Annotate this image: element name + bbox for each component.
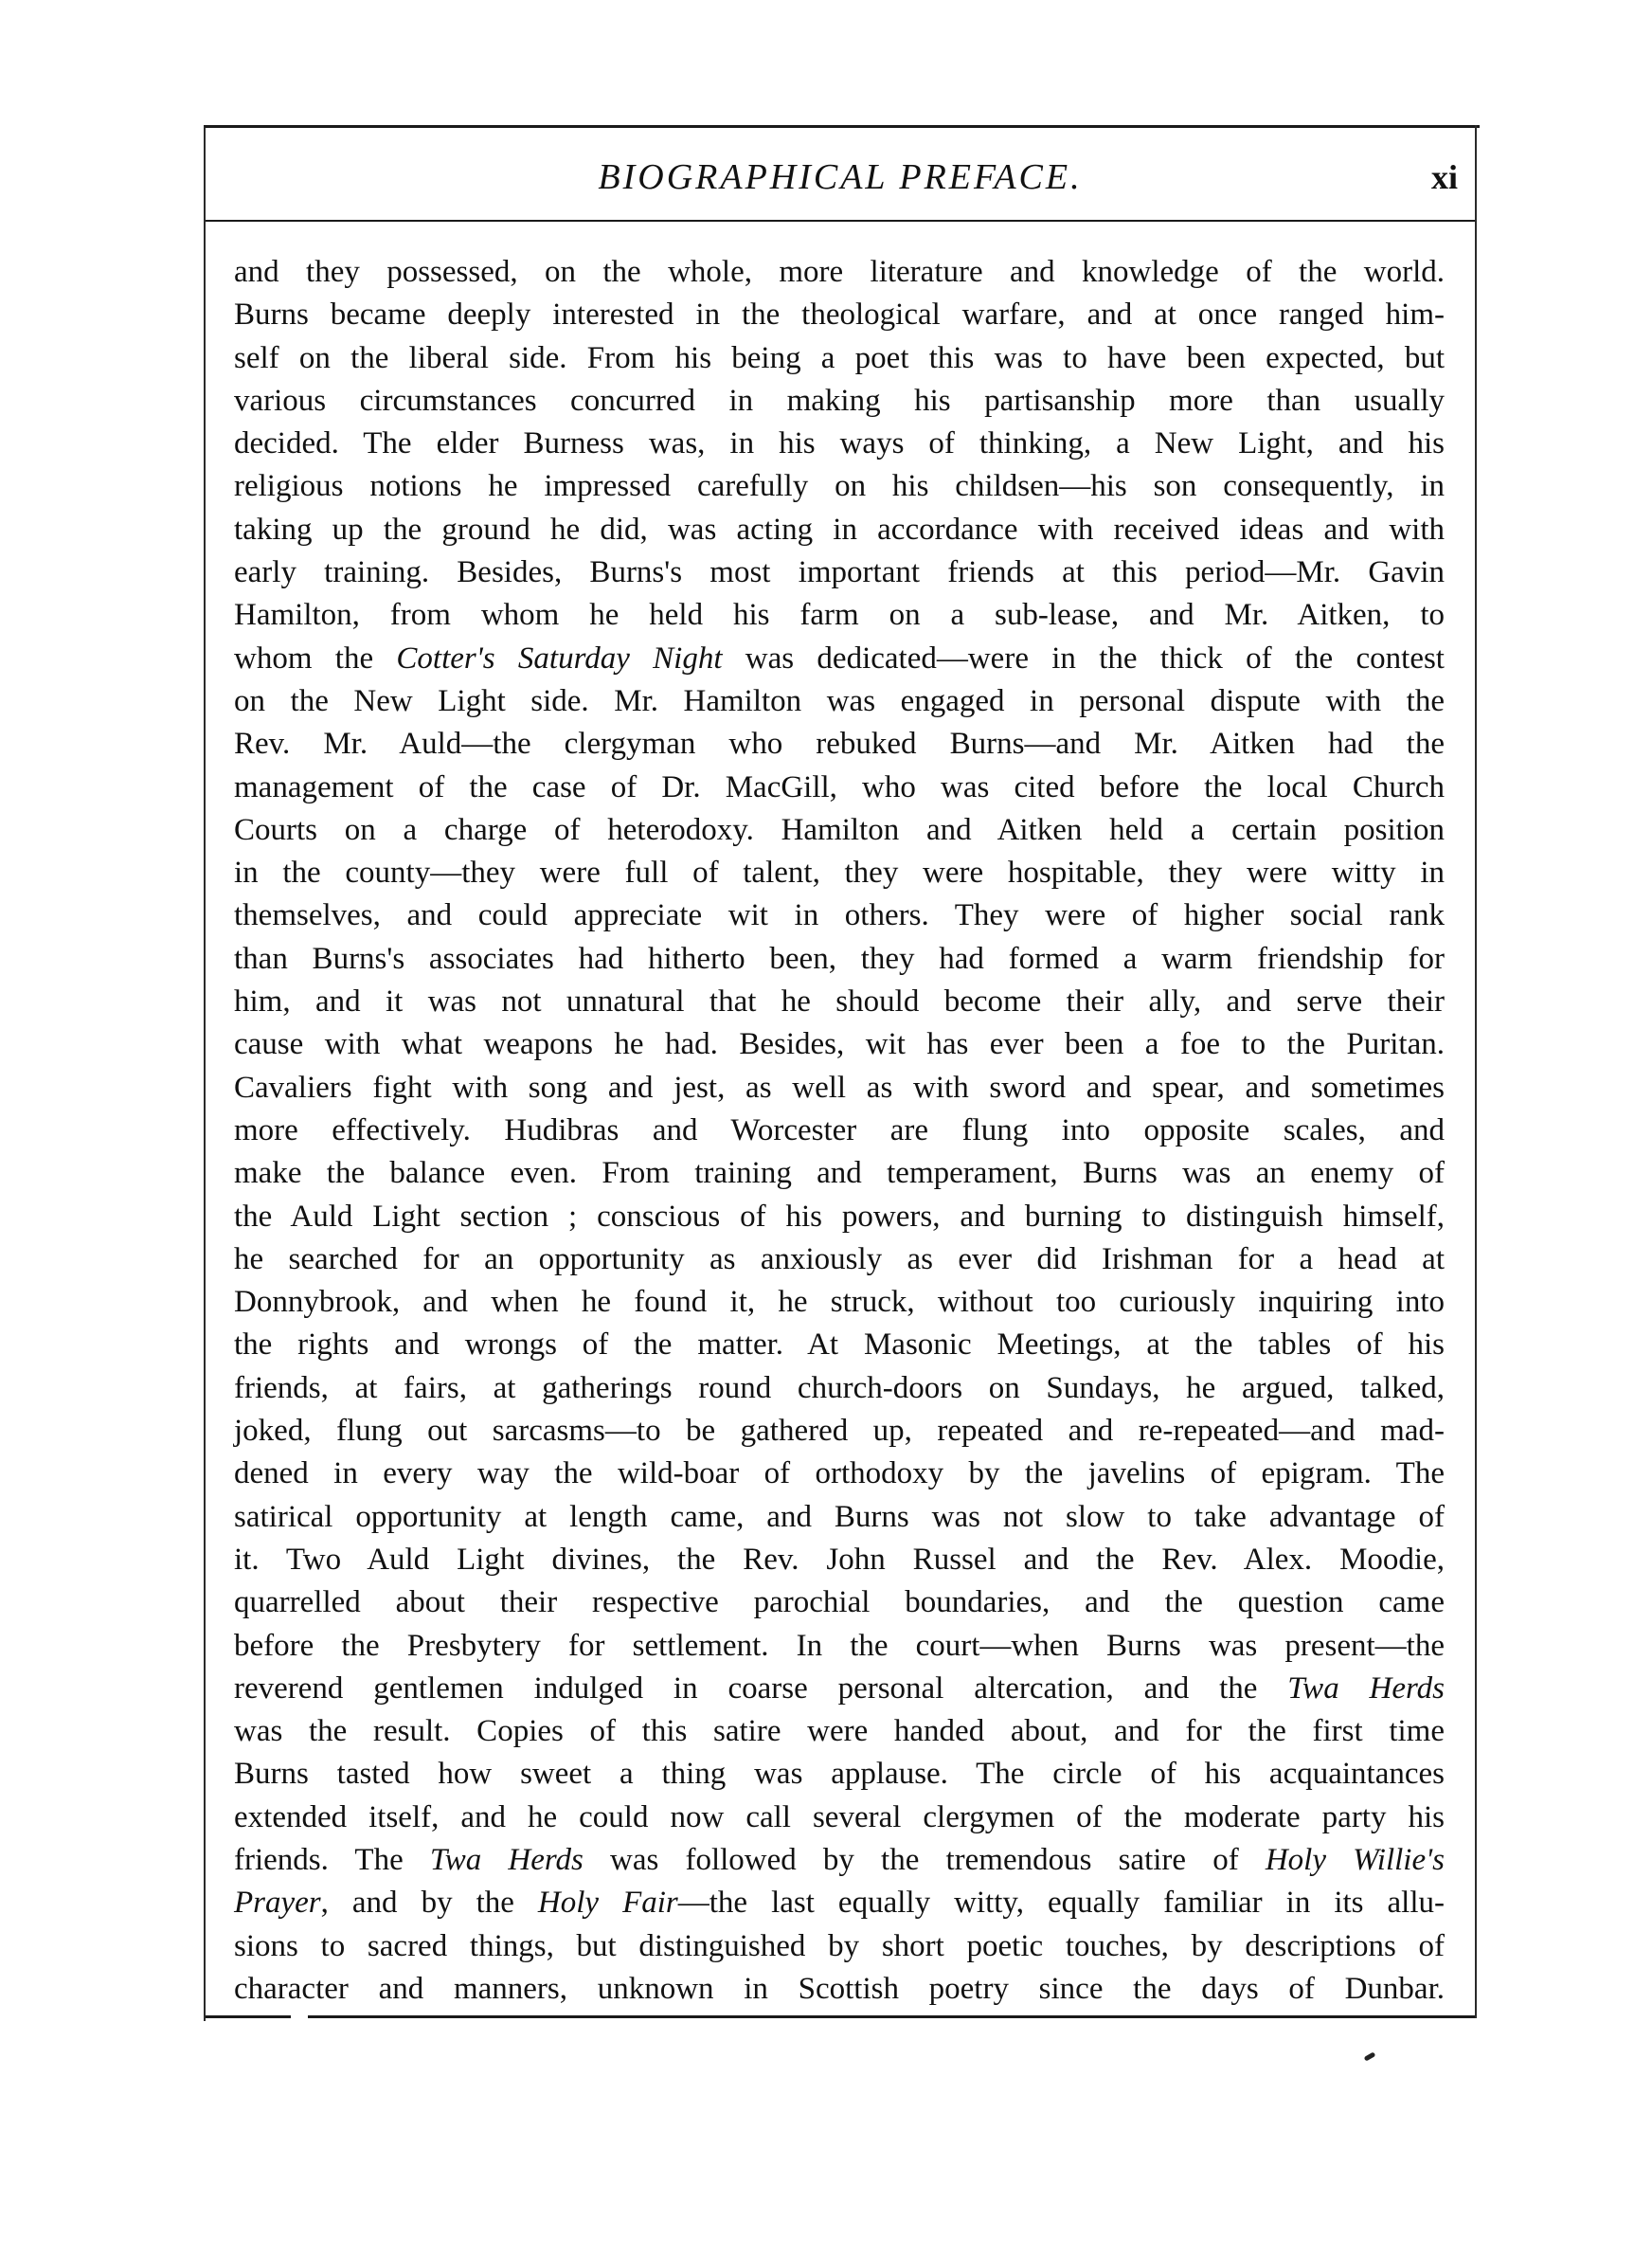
text-line: friends, at fairs, at gatherings round church-doors on Sundays, he argued, talked, <box>234 1370 1445 1405</box>
text-line: satirical opportunity at length came, and Burns was not slow to take advantage of <box>234 1499 1445 1534</box>
text-segment: was dedicated—were in the thick of the contest <box>722 641 1445 676</box>
text-line: extended itself, and he could now call several clergymen of the moderate party his <box>234 1799 1445 1834</box>
text-segment: reverend gentlemen indulged in coarse personal altercation, and the <box>234 1670 1288 1706</box>
footer-rule-left <box>206 2015 291 2018</box>
text-line: various circumstances concurred in making his partisanship more than usually <box>234 383 1445 418</box>
text-line: before the Presbytery for settlement. In the court—when Burns was present—the <box>234 1628 1445 1663</box>
text-line <box>234 1668 1445 1710</box>
text-line: he searched for an opportunity as anxiously as ever did Irishman for a head at <box>234 1241 1445 1276</box>
text-line: and they possessed, on the whole, more literature and knowledge of the world. <box>234 255 1445 289</box>
text-segment: whom the <box>234 641 397 676</box>
italic-title: Twa Herds <box>1287 1670 1445 1706</box>
page-header <box>206 152 1475 218</box>
text-line: sions to sacred things, but distinguished by short poetic touches, by descriptions of <box>234 1928 1445 1963</box>
text-line: quarrelled about their respective parochial boundaries, and the question came <box>234 1585 1445 1620</box>
page-number: xi <box>1430 158 1458 196</box>
body-text <box>234 251 1445 2011</box>
text-line <box>234 1882 1445 1924</box>
text-line: Cavaliers fight with song and jest, as well as with sword and spear, and sometimes <box>234 1070 1445 1105</box>
text-line: cause with what weapons he had. Besides, wit has ever been a foe to the Puritan. <box>234 1027 1445 1062</box>
text-segment: —the last equally witty, equally familiar in its allu- <box>677 1886 1445 1921</box>
italic-title: Cotter's Saturday Night <box>396 641 723 676</box>
text-line <box>234 1839 1445 1882</box>
text-line: taking up the ground he did, was acting in accordance with received ideas and with <box>234 512 1445 547</box>
text-segment: friends. The <box>234 1842 430 1877</box>
italic-title: Twa Herds <box>429 1842 584 1877</box>
text-line: religious notions he impressed carefully on his childsen—his son consequently, in <box>234 469 1445 504</box>
text-line: Donnybrook, and when he found it, he struck, without too curiously inquiring into <box>234 1285 1445 1320</box>
text-line: management of the case of Dr. MacGill, who was cited before the local Church <box>234 769 1445 804</box>
italic-title: Prayer <box>234 1886 321 1921</box>
italic-title: Holy Fair <box>537 1886 678 1921</box>
text-line: themselves, and could appreciate wit in others. They were of higher social rank <box>234 898 1445 933</box>
running-head: BIOGRAPHICAL PREFACE. <box>598 157 1083 197</box>
text-line: was the result. Copies of this satire were handed about, and for the first time <box>234 1714 1445 1749</box>
text-line: self on the liberal side. From his being a poet this was to have been expected, but <box>234 340 1445 375</box>
text-line: decided. The elder Burness was, in his ways of thinking, a New Light, and his <box>234 426 1445 461</box>
text-line: make the balance even. From training and temperament, Burns was an enemy of <box>234 1156 1445 1191</box>
text-line: character and manners, unknown in Scottish poetry since the days of Dunbar. <box>234 1971 1445 2006</box>
header-rule <box>206 220 1475 222</box>
text-line: more effectively. Hudibras and Worcester are flung into opposite scales, and <box>234 1112 1445 1147</box>
text-line: Burns became deeply interested in the theological warfare, and at once ranged him- <box>234 298 1445 333</box>
text-line: him, and it was not unnatural that he should become their ally, and serve their <box>234 984 1445 1020</box>
text-line: early training. Besides, Burns's most important friends at this period—Mr. Gavin <box>234 555 1445 590</box>
text-line: than Burns's associates had hitherto been, they had formed a warm friendship for <box>234 941 1445 976</box>
text-line: joked, flung out sarcasms—to be gathered up, repeated and re-repeated—and mad- <box>234 1414 1445 1449</box>
text-line: Burns tasted how sweet a thing was applause. The circle of his acquaintances <box>234 1757 1445 1792</box>
text-line: it. Two Auld Light divines, the Rev. John Russel and the Rev. Alex. Moodie, <box>234 1542 1445 1577</box>
text-line: Rev. Mr. Auld—the clergyman who rebuked Burns—and Mr. Aitken had the <box>234 727 1445 762</box>
text-segment: was followed by the tremendous satire of <box>583 1842 1266 1877</box>
text-line: dened in every way the wild-boar of orthodoxy by the javelins of epigram. The <box>234 1456 1445 1491</box>
text-line: in the county—they were full of talent, they were hospitable, they were witty in <box>234 856 1445 891</box>
text-line: Hamilton, from whom he held his farm on a sub-lease, and Mr. Aitken, to <box>234 598 1445 633</box>
text-line: the rights and wrongs of the matter. At Masonic Meetings, at the tables of his <box>234 1327 1445 1363</box>
italic-title: Holy Willie's <box>1265 1842 1445 1877</box>
text-segment: , and by the <box>320 1886 538 1921</box>
right-border-rule <box>1475 125 1477 2018</box>
text-line: the Auld Light section ; conscious of his powers, and burning to distinguish himself, <box>234 1199 1445 1234</box>
text-line: on the New Light side. Mr. Hamilton was engaged in personal dispute with the <box>234 683 1445 718</box>
ink-speck <box>1364 2051 1376 2061</box>
text-line: Courts on a charge of heterodoxy. Hamilton and Aitken held a certain position <box>234 812 1445 847</box>
text-line <box>234 638 1445 680</box>
footer-rule-right <box>308 2015 1475 2018</box>
